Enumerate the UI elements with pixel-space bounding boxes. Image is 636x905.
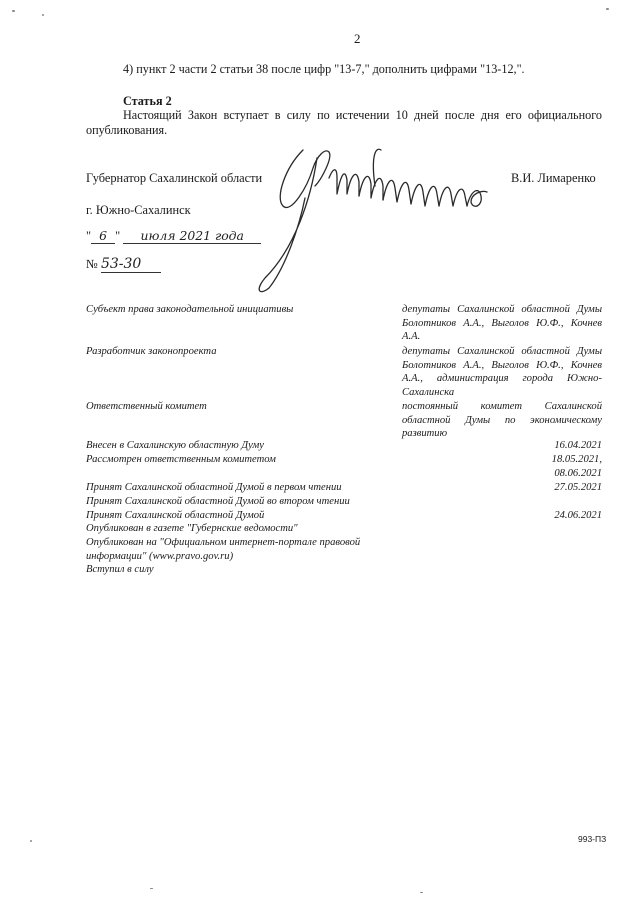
scan-speck [150, 888, 153, 889]
committee-value: постоянный комитет Сахалинской областной Думы по экономическому развитию [402, 401, 602, 439]
second-reading-label: Принят Сахалинской областной Думой во втором чтении [86, 496, 350, 507]
scan-speck [420, 892, 423, 893]
date-month-year: июля 2021 года [123, 228, 261, 244]
handwritten-signature [225, 128, 505, 303]
date-day: 6 [91, 228, 115, 244]
considered-date-2: 08.06.2021 [554, 468, 602, 479]
number-value: 53-30 [101, 256, 161, 273]
date-quote-open: " [86, 229, 92, 243]
document-code: 993-ПЗ [578, 834, 607, 844]
published-portal-label: Опубликован на "Официальном интернет-портале правовой информации" (www.pravo.gov.ru) [86, 537, 361, 562]
date-line [86, 228, 276, 248]
considered-date-1: 18.05.2021, [551, 454, 602, 465]
published-newspaper-label: Опубликован в газете "Губернские ведомости" [86, 523, 298, 534]
amendment-item-4: 4) пункт 2 части 2 статьи 38 после цифр "13-7," дополнить цифрами "13-12,". [123, 62, 525, 76]
committee-label: Ответственный комитет [86, 401, 207, 412]
signatory-name: В.И. Лимаренко [511, 171, 596, 185]
article-2-text-content: Настоящий Закон вступает в силу по истечении 10 дней после дня его официального опубликования. [86, 108, 602, 137]
developer-value: депутаты Сахалинской областной Думы Болотников А.А., Выголов Ю.Ф., Кочнев А.А., администрация города Южно-Сахалинска [402, 346, 602, 398]
scan-speck [30, 840, 32, 842]
article-2-title: Статья 2 [123, 94, 172, 108]
document-number [86, 256, 161, 273]
number-label: № [86, 257, 98, 271]
introduced-date: 16.04.2021 [554, 440, 602, 451]
adopted-label: Принят Сахалинской областной Думой [86, 510, 265, 521]
scan-speck [12, 10, 15, 12]
subject-value: депутаты Сахалинской областной Думы Болотников А.А., Выголов Ю.Ф., Кочнев А.А. [402, 304, 602, 342]
in-force-label: Вступил в силу [86, 564, 154, 575]
considered-label: Рассмотрен ответственным комитетом [86, 454, 276, 465]
first-reading-date: 27.05.2021 [554, 482, 602, 493]
introduced-label: Внесен в Сахалинскую областную Думу [86, 440, 264, 451]
scan-speck [606, 8, 609, 10]
adopted-date: 24.06.2021 [554, 510, 602, 521]
first-reading-label: Принят Сахалинской областной Думой в первом чтении [86, 482, 342, 493]
signatory-position: Губернатор Сахалинской области [86, 171, 263, 185]
date-quote-close: " [115, 229, 121, 243]
subject-label: Субъект права законодательной инициативы [86, 304, 294, 315]
developer-label: Разработчик законопроекта [86, 346, 217, 357]
place-of-signing: г. Южно-Сахалинск [86, 203, 191, 217]
scan-speck [42, 14, 44, 16]
page-number: 2 [354, 31, 361, 46]
